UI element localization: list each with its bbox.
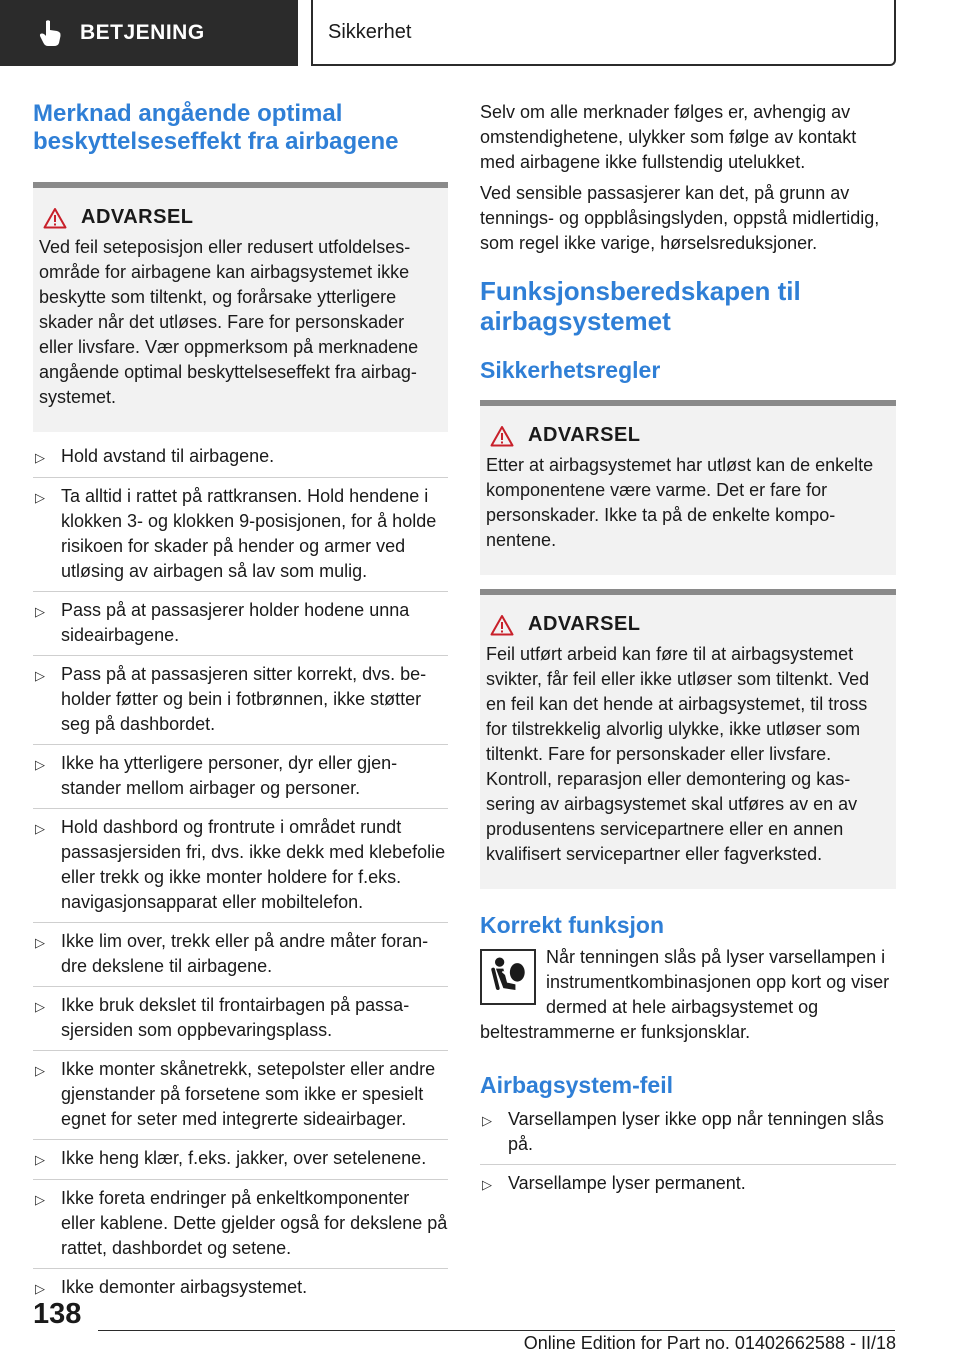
warning-header	[39, 206, 442, 229]
correct-function-text: Når tenningen slås på lyser varsellampen i instrumentkombinasjonen opp kort og viser dermed at hele airbagsystemet og beltestrammerne er funksjonsklar.	[480, 947, 890, 1042]
list-item: ▷ Ikke lim over, trekk eller på andre måter forandre dekslene til airbagene.	[33, 923, 448, 987]
list-item: ▷ Pass på at passasjeren sitter korrekt, dvs. beholder føtter og bein i fotbrønnen, ikke støtter seg på dashbordet.	[33, 656, 448, 745]
triangle-bullet-icon: ▷	[35, 1281, 45, 1296]
warning-text: Feil utført arbeid kan føre til at airbagsystemet svikter, får feil eller ikke utløser som tiltenkt. Ved en feil kan det hende at airbagsystemet, til tross for tilstrekkelig alvorlig ulykke, ikke utløser som tiltenkt. Fare for personskader eller livsfare. Kontroll, reparasjon eller demontering og kassering av airbagsystemet skal utføres av en av produsentens servicepartnere eller en annen kvalifisert servicepartner eller fagverksted.	[486, 644, 870, 864]
warning-box-improper-work	[480, 589, 896, 889]
list-item: ▷ Pass på at passasjerer holder hodene unna sideairbagene.	[33, 592, 448, 656]
page-header	[0, 0, 960, 66]
list-item: ▷ Ikke heng klær, f.eks. jakker, over setelenene.	[33, 1140, 448, 1180]
paragraph-accidents: Selv om alle merknader følges er, avhengig av omstendighetene, ulykker som følge av kontakt med airbagene ikke fullstendig utelukket.	[480, 102, 857, 172]
list-item: ▷ Hold dashbord og frontrute i området rundt passasjersiden fri, dvs. ikke dekk med klebefolie eller trekk og ikke monter holdere for f.eks. navigasjonsapparat eller mobiltelefon.	[33, 809, 448, 923]
subheading-airbag-fault: Airbagsystem-feil	[480, 1072, 674, 1098]
fault-list	[480, 1101, 896, 1204]
warning-header	[486, 613, 890, 636]
section-title: BETJENING	[80, 21, 205, 44]
triangle-bullet-icon: ▷	[35, 757, 45, 772]
right-column	[480, 100, 896, 1204]
list-item: ▷ Ta alltid i rattet på rattkransen. Hold hendene i klokken 3- og klokken 9-posisjonen, for å holde risikoen for skader på hender og armer ved utløsing av airbagen så lav som mulig.	[33, 478, 448, 592]
safety-instructions-list	[33, 438, 448, 1308]
subheading-correct-function: Korrekt funksjon	[480, 912, 665, 938]
chapter-title: Sikkerhet	[328, 20, 412, 43]
subheading-safety-rules: Sikkerhetsregler	[480, 357, 661, 383]
list-item: ▷ Ikke monter skånetrekk, setepolster eller andre gjenstander på forsetene som ikke er spesielt egnet for seter med integrerte sideairbager.	[33, 1051, 448, 1140]
triangle-bullet-icon: ▷	[482, 1113, 492, 1128]
footer-divider	[98, 1330, 895, 1331]
paragraph-hearing: Ved sensible passasjerer kan det, på grunn av tennings- og oppblåsingslyden, oppstå midlertidig, som regel ikke varige, hørselsreduksjoner.	[480, 183, 880, 253]
triangle-bullet-icon: ▷	[35, 999, 45, 1014]
hand-pointer-icon	[36, 18, 66, 48]
triangle-bullet-icon: ▷	[35, 450, 45, 465]
triangle-bullet-icon: ▷	[35, 1192, 45, 1207]
triangle-bullet-icon: ▷	[35, 1063, 45, 1078]
list-item: ▷ Varsellampe lyser permanent.	[480, 1165, 896, 1204]
warning-text: Etter at airbagsystemet har utløst kan de enkelte komponentene være varme. Det er fare for personskader. Ikke ta på de enkelte komponentene.	[486, 455, 874, 550]
triangle-bullet-icon: ▷	[35, 935, 45, 950]
list-item: ▷ Ikke foreta endringer på enkeltkomponenter eller kablene. Dette gjelder også for dekslene på rattet, dashbordet og setene.	[33, 1180, 448, 1269]
page-number: 138	[33, 1298, 82, 1330]
warning-triangle-icon	[43, 207, 67, 229]
list-item: ▷ Ikke demonter airbagsystemet.	[33, 1269, 448, 1308]
left-column	[33, 100, 448, 1308]
chapter-tab	[311, 0, 896, 66]
section-tab	[0, 0, 298, 66]
list-item: ▷ Varsellampen lyser ikke opp når tenningen slås på.	[480, 1101, 896, 1165]
warning-text: Ved feil seteposisjon eller redusert utfoldelsesområde for airbagene kan airbagsystemet ikke beskytte som tiltenkt, og forårsake ytterligere skader når det utløses. Fare for personskader eller livsfare. Vær oppmerksom på merknadene angående optimal beskyttelseseffekt fra airbagsystemet.	[39, 237, 419, 407]
warning-box-seat-position	[33, 182, 448, 432]
warning-header	[486, 424, 890, 447]
list-item: ▷ Ikke bruk dekslet til frontairbagen på passasjersiden som oppbevaringsplass.	[33, 987, 448, 1051]
correct-function-block	[480, 945, 896, 1045]
section-heading-optimal-protection: Merknad angående optimal beskyttelseseffekt fra airbagene	[33, 100, 399, 155]
list-item: ▷ Hold avstand til airbagene.	[33, 438, 448, 478]
warning-title: ADVARSEL	[528, 424, 641, 446]
triangle-bullet-icon: ▷	[482, 1177, 492, 1192]
triangle-bullet-icon: ▷	[35, 490, 45, 505]
triangle-bullet-icon: ▷	[35, 821, 45, 836]
edition-note: Online Edition for Part no. 01402662588 - II/18	[523, 1333, 896, 1353]
warning-box-hot-components	[480, 400, 896, 575]
section-heading-readiness: Funksjonsberedskapen til airbagsystemet	[480, 276, 801, 336]
warning-title: ADVARSEL	[81, 206, 194, 228]
triangle-bullet-icon: ▷	[35, 668, 45, 683]
triangle-bullet-icon: ▷	[35, 604, 45, 619]
warning-triangle-icon	[490, 425, 514, 447]
triangle-bullet-icon: ▷	[35, 1152, 45, 1167]
warning-triangle-icon	[490, 614, 514, 636]
airbag-warning-lamp-icon	[480, 949, 536, 1005]
list-item: ▷ Ikke ha ytterligere personer, dyr eller gjenstander mellom airbager og personer.	[33, 745, 448, 809]
warning-title: ADVARSEL	[528, 613, 641, 635]
